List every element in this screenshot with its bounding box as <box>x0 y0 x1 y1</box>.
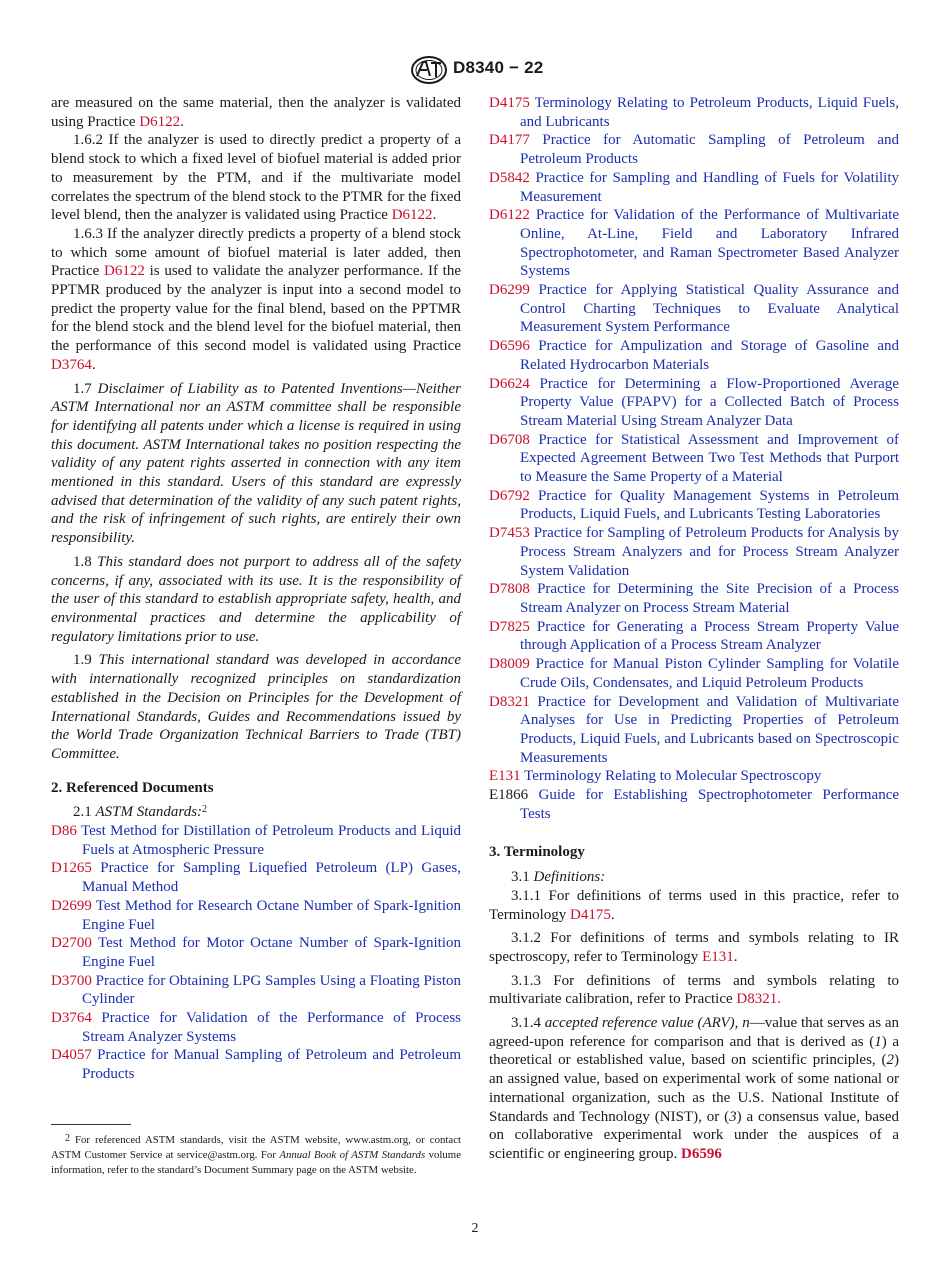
ref-title[interactable]: Practice for Quality Management Systems in Petroleum Products, Liquid Fuels, and Lubricants Testing Laboratories <box>520 487 900 523</box>
referenced-documents-list-right <box>489 94 899 823</box>
reference-entry <box>51 972 461 1009</box>
reference-entry <box>489 693 899 768</box>
ref-title[interactable]: Terminology Relating to Petroleum Products, Liquid Fuels, and Lubricants <box>520 95 900 130</box>
reference-entry <box>51 1009 461 1046</box>
ref-code[interactable]: D7453 <box>489 525 530 542</box>
ref-code[interactable]: D7808 <box>489 581 530 598</box>
reference-entry <box>489 375 899 431</box>
ref-link[interactable]: E131 <box>702 948 734 965</box>
ref-code[interactable]: D2700 <box>51 935 92 952</box>
reference-entry <box>51 822 461 859</box>
reference-entry <box>489 94 899 131</box>
section-2-title: 2. Referenced Documents <box>51 779 214 796</box>
ref-link[interactable]: D6122 <box>104 263 145 280</box>
ref-title[interactable]: Practice for Sampling and Handling of Fuels for Volatility Measurement <box>520 169 900 205</box>
ref-code[interactable]: D8321 <box>489 693 530 710</box>
ref-code[interactable]: D6624 <box>489 375 530 392</box>
astm-logo-icon <box>409 54 449 86</box>
ref-code[interactable]: D4177 <box>489 132 530 149</box>
paragraph-1-9: 1.9 This international standard was developed in accordance with internationally recognized principles on standardization established in the Decision on Principles for the Development of International Standards, Guides and Recommendations issued by the World Trade Organization Technical Barriers to Trade (TBT) Committee. <box>51 652 462 762</box>
ref-title[interactable]: Practice for Automatic Sampling of Petroleum and Petroleum Products <box>520 132 899 168</box>
reference-entry <box>489 618 899 655</box>
ref-title[interactable]: Practice for Validation of the Performance of Process Stream Analyzer Systems <box>82 1010 461 1045</box>
ref-code[interactable]: D6122 <box>489 207 530 224</box>
right-column <box>489 94 899 1164</box>
paragraph-3-1-1: 3.1.1 For definitions of terms used in this practice, refer to Terminology D4175. <box>489 887 899 923</box>
ref-link[interactable]: D3764 <box>51 356 92 373</box>
page-number: 2 <box>471 1221 479 1236</box>
ref-code[interactable]: D7825 <box>489 618 530 635</box>
paragraph-3-1: 3.1 Definitions: <box>511 869 606 886</box>
reference-entry <box>51 934 461 971</box>
ref-code[interactable]: D5842 <box>489 169 530 186</box>
reference-entry <box>489 786 899 823</box>
ref-code[interactable]: D3700 <box>51 972 92 989</box>
paragraph-1-8: 1.8 This standard does not purport to address all of the safety concerns, if any, associated with its use. It is the responsibility of the user of this standard to establish appropriate safety, health, and environmental practices and determine the applicability of regulatory limitations prior to use. <box>51 553 462 645</box>
paragraph-1-6-3: 1.6.3 If the analyzer directly predicts a property of a blend stock to which some amount of biofuel material is later added, then Practice D6122 is used to validate the analyzer performance. If the PPTMR produced by the analyzer is input into a second model to predict the property value for the final blend, based on the PPTMR for the blend stock and the blend level for the biofuel material, then the performance of this second model is validated using Practice D3764. <box>51 225 461 373</box>
reference-entry <box>489 169 899 206</box>
reference-entry <box>51 897 461 934</box>
ref-code[interactable]: D6299 <box>489 282 530 299</box>
ref-title[interactable]: Practice for Manual Piston Cylinder Sampling for Volatile Crude Oils, Condensates, and Liquid Petroleum Products <box>520 656 900 691</box>
ref-code[interactable]: D6596 <box>489 338 530 355</box>
ref-code: E1866 <box>489 787 529 804</box>
reference-entry <box>51 1046 461 1083</box>
ref-link[interactable]: D4175 <box>570 906 611 923</box>
paragraph-3-1-3: 3.1.3 For definitions of terms and symbols relating to multivariate calibration, refer to Practice D8321. <box>489 972 899 1008</box>
reference-entry <box>489 431 899 487</box>
paragraph-1-6-2: 1.6.2 If the analyzer is used to directly predict a property of a blend stock to which a fixed level of biofuel material is added prior to measurement by the PTM, and if the multivariate model correlates the spectrum of the blend stock to the PTMR for the fixed level blend, then the analyzer is validated using Practice D6122. <box>51 132 461 224</box>
ref-title[interactable]: Practice for Applying Statistical Quality Assurance and Control Charting Techniques to Evaluate Analytical Measurement System Performance <box>520 282 900 336</box>
ref-title[interactable]: Practice for Obtaining LPG Samples Using a Floating Piston Cylinder <box>82 972 462 1008</box>
ref-code[interactable]: D6708 <box>489 431 530 448</box>
ref-title[interactable]: Practice for Validation of the Performance of Multivariate Online, At-Line, Field and Laboratory Infrared Spectrophotometer, and Raman Spectrometer Based Analyzer Systems <box>520 207 900 280</box>
ref-link[interactable]: D8321. <box>736 991 781 1008</box>
reference-entry <box>489 580 899 617</box>
ref-code[interactable]: E131 <box>489 768 521 785</box>
ref-title[interactable]: Test Method for Research Octane Number of Spark-Ignition Engine Fuel <box>82 897 461 933</box>
reference-entry <box>489 337 899 374</box>
ref-title[interactable]: Terminology Relating to Molecular Spectroscopy <box>524 768 822 785</box>
reference-entry <box>489 524 899 580</box>
paragraph-continued: are measured on the same material, then the analyzer is validated using Practice D6122. <box>51 95 461 130</box>
reference-entry <box>489 655 899 692</box>
paragraph-1-7: 1.7 Disclaimer of Liability as to Patented Inventions—Neither ASTM International nor an ASTM committee shall be responsible for identifying all patents under which a license is required in using this document. ASTM International takes no position respecting the validity of any patent rights asserted in connection with any item mentioned in this standard. Users of this standard are expressly advised that determination of the validity of any such patent rights, and the risk of infringement of such rights, are entirely their own responsibility. <box>51 380 462 547</box>
ref-title[interactable]: Practice for Determining the Site Precision of a Process Stream Analyzer on Process Stream Material <box>520 581 899 616</box>
ref-link[interactable]: D6596 <box>681 1145 722 1162</box>
section-3-title: 3. Terminology <box>489 844 585 861</box>
ref-code[interactable]: D2699 <box>51 897 92 914</box>
footnote-divider <box>51 1124 131 1125</box>
ref-code[interactable]: D1265 <box>51 860 92 877</box>
ref-link[interactable]: D6122 <box>391 207 433 224</box>
reference-entry <box>489 487 899 524</box>
ref-code[interactable]: D4175 <box>489 95 530 111</box>
left-column <box>51 94 461 1084</box>
ref-code[interactable]: D4057 <box>51 1047 92 1064</box>
paragraph-3-1-2: 3.1.2 For definitions of terms and symbols relating to IR spectroscopy, refer to Terminology E131. <box>489 930 899 965</box>
reference-entry <box>489 767 899 786</box>
reference-entry <box>489 281 899 337</box>
ref-title[interactable]: Practice for Statistical Assessment and Improvement of Expected Agreement Between Two Test Methods that Purport to Measure the Same Property of a Material <box>520 431 900 486</box>
ref-title[interactable]: Practice for Ampulization and Storage of Gasoline and Related Hydrocarbon Materials <box>520 338 899 373</box>
referenced-documents-list-left <box>51 822 461 1084</box>
reference-entry <box>489 206 899 281</box>
reference-entry <box>489 131 899 168</box>
ref-code[interactable]: D6792 <box>489 487 530 504</box>
ref-title[interactable]: Guide for Establishing Spectrophotometer Performance Tests <box>520 787 900 822</box>
ref-title[interactable]: Practice for Generating a Process Stream Property Value through Application of a Process Stream Analyzer <box>520 618 899 654</box>
ref-link[interactable]: D6122 <box>139 113 181 130</box>
paragraph-2-1: 2.1 ASTM Standards:$^2$ <box>73 804 208 821</box>
ref-code[interactable]: D86 <box>51 823 77 840</box>
footnote: 2 For referenced ASTM standards, visit the ASTM website, www.astm.org, or contact ASTM Customer Service at service@astm.org. For Annual Book of ASTM Standards volume information, refer to the standard’s Document Summary page on the ASTM website. <box>51 1133 461 1176</box>
ref-title[interactable]: Practice for Determining a Flow-Proportioned Average Property Value (FPAPV) for a Collected Batch of Process Stream Material Using Stream Analyzer Data <box>520 375 900 429</box>
paragraph-3-1-4: 3.1.4 accepted reference value (ARV), n—value that serves as an agreed-upon reference for comparison and that is derived as (1) a theoretical or established value, based on scientific principles, (2) an assigned value, based on experimental work of some national or international organization, such as the U.S. National Institute of Standards and Technology (NIST), or (3) a consensus value, based on collaborative experimental work under the auspices of a scientific or engineering group. D6596 <box>489 1015 899 1162</box>
reference-entry <box>51 859 461 896</box>
ref-title[interactable]: Test Method for Motor Octane Number of Spark-Ignition Engine Fuel <box>82 935 461 970</box>
ref-title[interactable]: Practice for Sampling of Petroleum Products for Analysis by Process Stream Analyzers and for Process Stream Analyzer System Validation <box>520 525 900 579</box>
ref-title[interactable]: Practice for Sampling Liquefied Petroleum (LP) Gases, Manual Method <box>82 860 462 896</box>
ref-code[interactable]: D8009 <box>489 656 530 673</box>
page-header <box>0 56 950 84</box>
standard-designation: D8340 − 22 <box>453 58 544 77</box>
ref-title[interactable]: Practice for Development and Validation of Multivariate Analyses for Use in Predicting Properties of Petroleum Products, Liquid Fuels, and Lubricants based on Spectroscopic Measurements <box>520 693 899 766</box>
ref-title[interactable]: Test Method for Distillation of Petroleum Products and Liquid Fuels at Atmospheric Pressure <box>80 823 461 858</box>
ref-title[interactable]: Practice for Manual Sampling of Petroleum and Petroleum Products <box>82 1047 461 1083</box>
ref-code[interactable]: D3764 <box>51 1010 92 1027</box>
